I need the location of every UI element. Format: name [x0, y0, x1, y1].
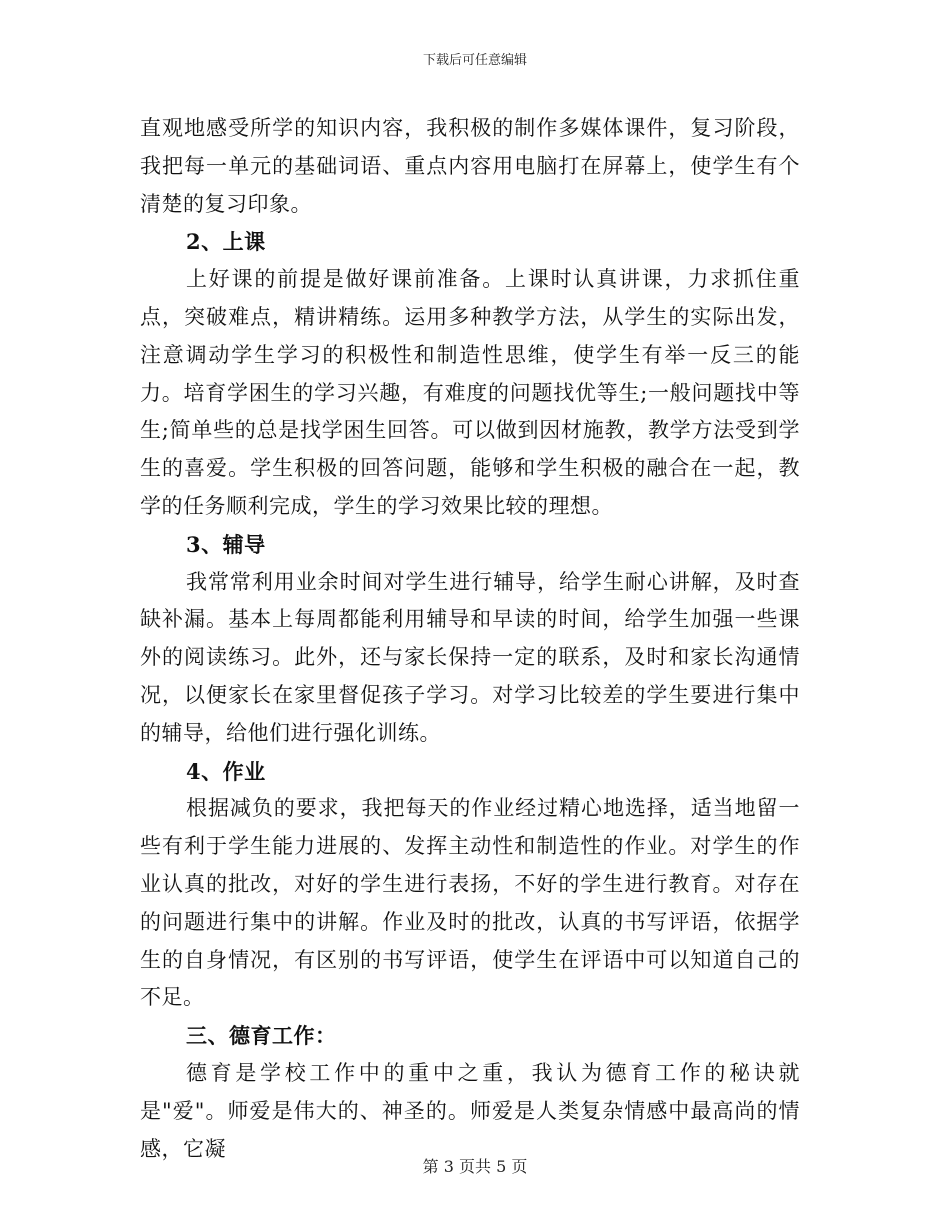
- section-heading-tutoring: 3、辅导: [186, 531, 266, 557]
- section-heading-moral-education: 三、德育工作：: [186, 1023, 337, 1049]
- paragraph-class: 上好课的前提是做好课前准备。上课时认真讲课，力求抓住重点，突破难点，精讲精练。运用多种教学方法，从学生的实际出发，注意调动学生学习的积极性和制造性思维，使学生有举一反三的能力。培育学困生的学习兴趣，有难度的问题找优等生;一般问题找中等生;简单些的总是找学困生回答。可以做到因材施教，教学方法受到学生的喜爱。学生积极的回答问题，能够和学生积极的融合在一起，教学的任务顺利完成，学生的学习效果比较的理想。: [140, 267, 800, 518]
- page-header: 下载后可任意编辑: [422, 53, 527, 68]
- section-heading-class: 2、上课: [186, 229, 266, 255]
- paragraph-moral-education: 德育是学校工作中的重中之重，我认为德育工作的秘诀就是"爱"。师爱是伟大的、神圣的。师爱是人类复杂情感中最高尚的情感，它凝: [140, 1060, 800, 1161]
- section-heading-homework: 4、作业: [186, 758, 266, 784]
- paragraph-intro: 直观地感受所学的知识内容，我积极的制作多媒体课件，复习阶段，我把每一单元的基础词语、重点内容用电脑打在屏幕上，使学生有个清楚的复习印象。: [140, 116, 800, 216]
- page-number-footer: 第 3 页共 5 页: [422, 1157, 528, 1176]
- document-body: [140, 110, 800, 1168]
- paragraph-tutoring: 我常常利用业余时间对学生进行辅导，给学生耐心讲解，及时查缺补漏。基本上每周都能利用辅导和早读的时间，给学生加强一些课外的阅读练习。此外，还与家长保持一定的联系，及时和家长沟通情况，以便家长在家里督促孩子学习。对学习比较差的学生要进行集中的辅导，给他们进行强化训练。: [140, 569, 800, 745]
- paragraph-homework: 根据减负的要求，我把每天的作业经过精心地选择，适当地留一些有利于学生能力进展的、发挥主动性和制造性的作业。对学生的作业认真的批改，对好的学生进行表扬，不好的学生进行教育。对存在的问题进行集中的讲解。作业及时的批改，认真的书写评语，依据学生的自身情况，有区别的书写评语，使学生在评语中可以知道自己的不足。: [140, 796, 800, 1010]
